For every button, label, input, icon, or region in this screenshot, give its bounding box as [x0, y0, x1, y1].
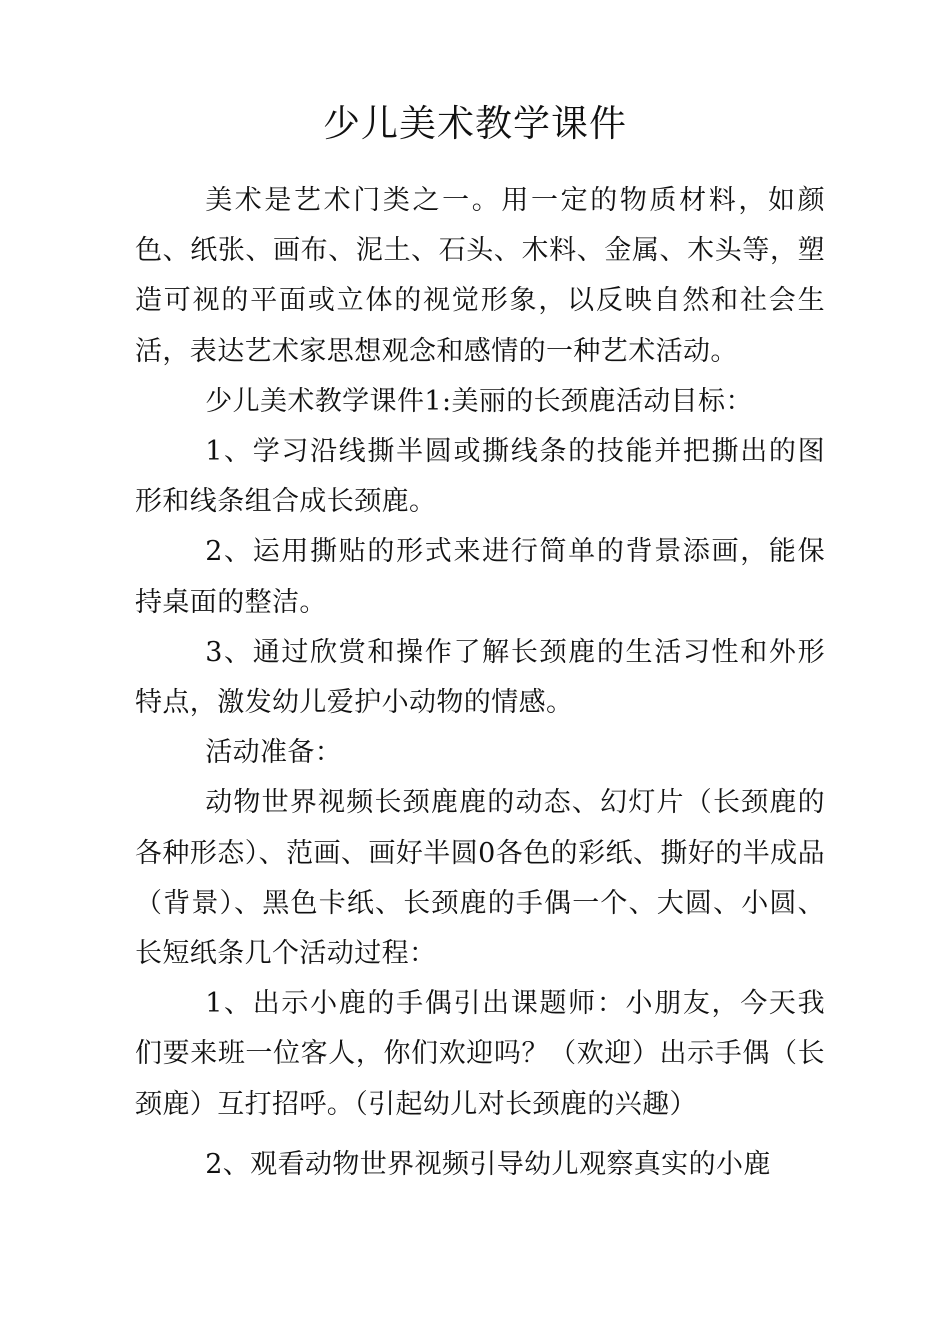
paragraph-process-2: 2、观看动物世界视频引导幼儿观察真实的小鹿 [205, 1148, 771, 1180]
paragraph-preparation-heading: 活动准备： [205, 737, 343, 769]
paragraph-goal-3: 3、通过欣赏和操作了解长颈鹿的生活习性和外形特点，激发幼儿爱护小动物的情感。 [135, 636, 825, 719]
paragraph-preparation: 动物世界视频长颈鹿鹿的动态、幻灯片（长颈鹿的各种形态）、范画、画好半圆0各色的彩纸、撕好的半成品（背景）、黑色卡纸、长颈鹿的手偶一个、大圆、小圆、长短纸条几个活动过程： [135, 787, 825, 970]
paragraph-process-1: 1、出示小鹿的手偶引出课题师：小朋友，今天我们要来班一位客人，你们欢迎吗？（欢迎）出示手偶（长颈鹿）互打招呼。（引起幼儿对长颈鹿的兴趣） [135, 988, 825, 1120]
paragraph-lesson-heading: 少儿美术教学课件1:美丽的长颈鹿活动目标： [205, 385, 753, 417]
document-body [135, 176, 825, 1190]
paragraph-goal-1: 1、学习沿线撕半圆或撕线条的技能并把撕出的图形和线条组合成长颈鹿。 [135, 436, 825, 518]
paragraph-intro: 美术是艺术门类之一。用一定的物质材料，如颜色、纸张、画布、泥土、石头、木料、金属、木头等，塑造可视的平面或立体的视觉形象，以反映自然和社会生活，表达艺术家思想观念和感情的一种艺术活动。 [135, 185, 825, 367]
page-title: 少儿美术教学课件 [323, 102, 627, 145]
paragraph-goal-2: 2、运用撕贴的形式来进行简单的背景添画，能保持桌面的整洁。 [135, 536, 825, 618]
